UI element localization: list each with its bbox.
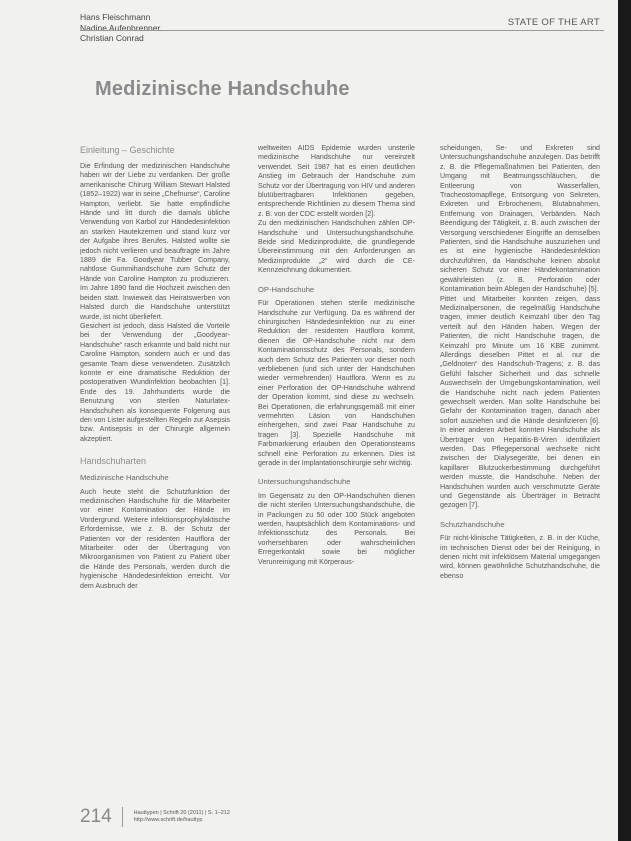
column-3	[440, 144, 600, 581]
author-name: Hans Fleischmann	[80, 12, 151, 22]
footer-journal-line: Hauttypen | Schrift 20 (2011) | S. 1–212	[133, 809, 230, 816]
page-number: 214	[80, 806, 112, 827]
column-2	[258, 144, 415, 567]
author-list	[80, 12, 160, 44]
author-name: Christian Conrad	[80, 33, 144, 43]
paragraph: Für nicht-klinische Tätigkeiten, z. B. in der Küche, im technischen Dienst oder bei der Reinigung, in denen nicht mit infektiösem Material umgegangen wird, können gewöhnliche Schutzhandschuhe, die ebenso	[440, 534, 600, 580]
paragraph: Zu den medizinischen Handschuhen zählen OP-Handschuhe und Untersuchungshandschuhe. Beide sind Medizinprodukte, die grundlegende Übereinstimmung mit den Anforderungen an Medizinprodukte „2“ wird durch die CE-Kennzeichnung dokumentiert.	[258, 219, 415, 275]
subsection-heading: Schutzhandschuhe	[440, 519, 505, 529]
subsection-heading: Untersuchungshandschuhe	[258, 477, 351, 487]
subsection-heading: OP-Handschuhe	[258, 284, 315, 294]
section-heading: Einleitung – Geschichte	[80, 145, 175, 155]
paragraph: scheidungen, Se- und Exkreten sind Untersuchungshandschuhe anzulegen. Das betrifft z. B. die Pflegemaßnahmen bei Patienten, den Umgang mit Beatmungsschläuchen, die Entleerung von Wasserfallen, Tracheostomapflege, Entsorgung von Sekreten, Exkreten und Erbrochenem, Blutabnahmen, Entfernung von Drainagen, Verbänden. Nach Beendigung der Tätigkeit, z. B. auch zwischen der Versorgung verschiedener Eingriffe an demselben Patienten, sind die Handschuhe auszuziehen und es ist eine hygienische Händedesinfektion durchzuführen, da Handschuhe keinen absolut sicheren Schutz vor einer Händekontamination gewährleisten (z. B. Perforation oder Kontamination beim Ablegen der Handschuhe) [5].	[440, 144, 600, 294]
paragraph: weltweiten AIDS Epidemie wurden unsterile medizinische Handschuhe nur vereinzelt verwendet. Seit 1987 hat es einen deutlichen Anstieg im Gebrauch der Handschuhe zum Schutz vor der Übertragung von HIV und anderen blutübertragbaren Infektionen gegeben, entsprechende Richtlinien zu diesem Thema sind z. B. von der CDC erstellt worden [2].	[258, 144, 415, 218]
subsection-heading: Medizinische Handschuhe	[80, 473, 169, 483]
footer-citation	[134, 810, 230, 825]
paragraph: Auch heute steht die Schutzfunktion der medizinischen Handschuhe für die Mitarbeiter vor einer Kontamination der Hände im Vordergrund. Weitere infektionsprophylaktische Erfordernisse, wie z. B. der Schutz der Patienten vor der residenten Hautflora der Mitarbeiter oder der Übertragung von Mikroorganismen von Patient zu Patient über die Hände des Personals, werden durch die hygienische Händedesinfektion erreicht. Vor dem Ausbruch der	[80, 487, 230, 590]
footer-divider	[122, 807, 123, 827]
paragraph: Pittet und Mitarbeiter konnten zeigen, dass Medizinalpersonen, die regelmäßig Handschuhe tragen, immer deutlich Keimzahl über den Tag verteilt auf den Händen haben. Wegen der Patienten, die nicht Handschuhe tragen, die Keimzahl pro Minute um 16 KBE zunimmt. Allerdings dieselben Pittet et al. nur die „Geldnoten“ des Handschuh-Tragens; z. B. das Gefühl falscher Sicherheit und das schnelle Auswechseln der Umgebungskontamination, weil die Handschuhe nicht nach jedem Patienten gewechselt werden. Man sollte Handschuhe bei Gefahr der Kontamination tragen, danach aber sofort ausziehen und die Hände desinfizieren [6]. In einer anderen Arbeit konnten Handschuhe als Überträger von Hepatitis-B-Viren identifiziert werden. Das Pflegepersonal wechselte nicht zwischen der Dialysegeräte, bei denen ein kapillarer Blutzuckerbestimmung durchgeführt werden musste, die Handschuhe. Neben der Handschuhen wurden auch verschmutzte Geräte und Gegenstände als Überträger in Betracht gezogen [7].	[440, 294, 600, 510]
paragraph: Die Erfindung der medizinischen Handschuhe haben wir der Liebe zu verdanken. Der große amerikanische Chirurg William Stewart Halsted (1852–1922) war in seine „Chefnurse“, Caroline Hampton, verliebt. Sie hatte empfindliche Hände und litt durch die damals übliche Verwendung von Karbol zur Händedesinfektion an starken Hautekzemen und stand kurz vor der Aufgabe ihres Berufes. Halsted wollte sie jedoch nicht verlieren und beauftragte im Jahre 1889 die Fa. Goodyear Tubber Company, nahtlose Gummihandschuhe zum Schutz der Hände von Caroline Hampton zu produzieren. Im Jahre 1890 fand die Hochzeit zwischen den beiden statt. Inwieweit das Heiratswerben von Halsted durch die Handschuhe unterstützt wurde, ist nicht überliefert.	[80, 162, 230, 321]
footer-url[interactable]: http://www.schrift.de/hauttyp	[133, 817, 203, 823]
author-name: Nadine Aufenbrenner	[80, 22, 161, 33]
page-footer	[80, 806, 230, 828]
section-heading: Handschuharten	[80, 456, 147, 467]
paragraph: Im Gegensatz zu den OP-Handschuhen dienen die nicht sterilen Untersuchungshandschuhe, die in Packungen zu 50 oder 100 Stück angeboten werden, hauptsächlich dem Kontaminations- und Infektionsschutz des Personals. Bei vorhersehbaren oder wahrscheinlichen Erregerkontakt sowie bei möglicher Verunreinigung mit Körperaus-	[258, 491, 415, 566]
article-title: Medizinische Handschuhe	[95, 78, 350, 100]
paragraph: Für Operationen stehen sterile medizinische Handschuhe zur Verfügung. Da es während der chirurgischen Händedesinfektion nur zu einer Reduktion der residenten Hautflora kommt, dienen die OP-Handschuhe nicht nur dem Kontaminationsschutz des Personals, sondern auch dem Schutz des Patienten vor dieser noch verbliebenen (und sich unter der Handschuhen wieder vermehrenden) Hautflora. Wenn es zu einer Perforation der OP-Handschuhe während der Operation kommt, sind diese zu wechseln. Bei Operationen, die erfahrungsgemäß mit einer vermehrten Läsion von Handschuhen einhergehen, sind zwei Paar Handschuhe zu tragen [3]. Spezielle Handschuhe mit Farbmarkierung erlauben den Operationsteams schnell eine Perforation zu erkennen. Dies ist gerade in der Implantationschirurgie sehr wichtig.	[258, 299, 415, 467]
column-1	[80, 145, 230, 591]
header-rule	[80, 30, 604, 31]
section-tag: STATE OF THE ART	[507, 17, 600, 28]
paragraph: Gesichert ist jedoch, dass Halsted die Vorteile bei der Verwendung der „Goodyear-Handschuhe“ rasch erkannte und bald nicht nur Caroline Hampton, sondern auch er und das gesamte Team diese verwendeten. Zusätzlich konnte er eine dramatische Reduktion der postoperativen Wundinfektion beobachten [1]. Ende des 19. Jahrhunderts wurde die Benutzung von sterilen Naturlatex-Handschuhen als konsequente Folgerung aus den von Lister aufgestellten Regeln zur Asepsis bzw. Antisepsis in der Chirurgie allgemein akzeptiert.	[80, 321, 230, 443]
